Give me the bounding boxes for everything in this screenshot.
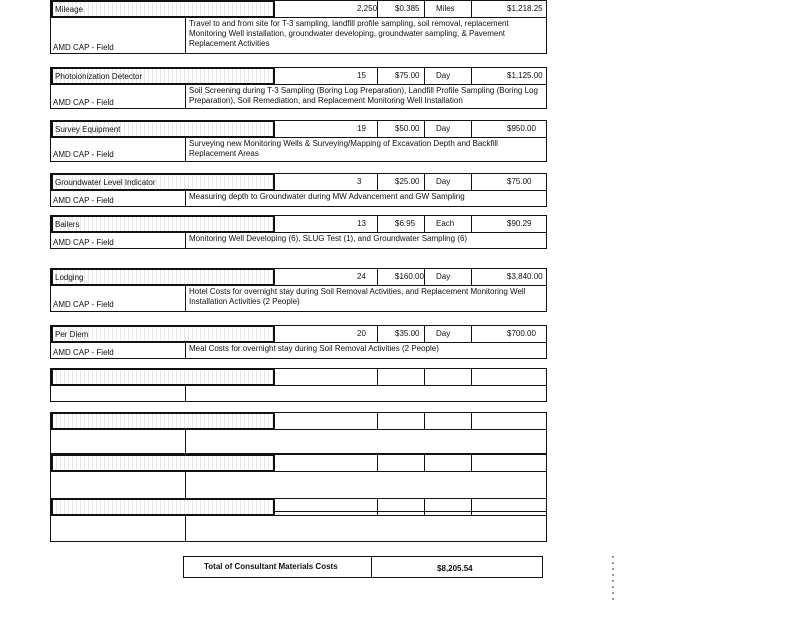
entry-rate-row (50, 215, 547, 233)
item-name: Mileage (55, 5, 84, 14)
total-row (183, 556, 543, 578)
col-divider (185, 18, 186, 53)
col-divider (424, 121, 425, 137)
item-total: $1,125.00 (507, 71, 543, 80)
col-divider (424, 413, 425, 429)
col-divider (471, 216, 472, 232)
item-name-box (51, 325, 275, 343)
item-unit: Miles (436, 4, 455, 13)
col-divider (377, 68, 378, 84)
col-divider (185, 191, 186, 206)
item-quantity: 20 (357, 329, 366, 338)
item-name: Photoionization Detector (55, 72, 143, 81)
cost-entry (50, 67, 547, 109)
total-divider (371, 557, 372, 577)
item-name-box (51, 120, 275, 138)
col-divider (424, 216, 425, 232)
entry-description-row (50, 233, 547, 249)
item-name-box (51, 268, 275, 286)
item-total: $1,218.25 (507, 4, 543, 13)
entry-description-row (50, 18, 547, 54)
col-divider (471, 1, 472, 17)
col-divider (185, 138, 186, 161)
item-rate: $0.385 (395, 4, 420, 13)
item-rate: $35.00 (395, 329, 420, 338)
col-divider (424, 369, 425, 385)
entry-description-row (50, 85, 547, 109)
col-divider (185, 85, 186, 108)
col-divider (377, 413, 378, 429)
cost-source: AMD CAP - Field (53, 98, 114, 107)
entry-description-row (50, 516, 547, 542)
col-divider (377, 499, 378, 515)
item-total: $950.00 (507, 124, 536, 133)
item-description: Measuring depth to Groundwater during MW Advancement and GW Sampling (189, 192, 465, 201)
item-name: Bailers (55, 220, 80, 229)
col-divider (185, 386, 186, 401)
item-name: Groundwater Level Indicator (55, 178, 156, 187)
entry-rate-row (50, 173, 547, 191)
cost-entry (50, 0, 547, 54)
col-divider (185, 430, 186, 453)
entry-rate-row (50, 325, 547, 343)
entry-rate-row (50, 120, 547, 138)
item-quantity: 24 (357, 272, 366, 281)
entry-description-row (50, 286, 547, 312)
item-description: Monitoring Well Developing (6), SLUG Test (1), and Groundwater Sampling (6) (189, 234, 468, 243)
cost-entry (50, 268, 547, 312)
col-divider (424, 499, 425, 515)
cost-entry (50, 325, 547, 359)
col-divider (377, 121, 378, 137)
item-rate: $160.00 (395, 272, 424, 281)
item-description: Surveying new Monitoring Wells & Surveying/Mapping of Excavation Depth and Backfill Replacement Areas (189, 139, 498, 158)
cost-entry (50, 120, 547, 162)
cost-source: AMD CAP - Field (53, 196, 114, 205)
col-divider (471, 326, 472, 342)
col-divider (471, 413, 472, 429)
col-divider (471, 68, 472, 84)
item-quantity: 2,250 (357, 4, 378, 13)
item-name-box (51, 412, 275, 430)
entry-description-row (50, 430, 547, 454)
item-name-box (51, 368, 275, 386)
item-rate: $25.00 (395, 177, 420, 186)
item-name-box (51, 0, 275, 18)
item-total: $3,840.00 (507, 272, 543, 281)
col-divider (471, 499, 472, 515)
item-total: $90.29 (507, 219, 532, 228)
col-divider (377, 216, 378, 232)
col-divider (471, 269, 472, 285)
item-unit: Each (436, 219, 455, 228)
cost-source: AMD CAP - Field (53, 150, 114, 159)
item-unit: Day (436, 329, 451, 338)
col-divider (377, 174, 378, 190)
entry-rate-row (50, 268, 547, 286)
col-divider (377, 369, 378, 385)
entry-rate-row (50, 0, 547, 18)
item-quantity: 15 (357, 71, 366, 80)
item-rate: $75.00 (395, 71, 420, 80)
item-total: $75.00 (507, 177, 532, 186)
item-quantity: 19 (357, 124, 366, 133)
entry-rate-row (50, 67, 547, 85)
total-value: $8,205.54 (437, 564, 473, 573)
total-label: Total of Consultant Materials Costs (204, 562, 338, 571)
item-name-box (51, 173, 275, 191)
item-name-box (51, 454, 275, 472)
col-divider (185, 233, 186, 248)
item-description: Travel to and from site for T-3 sampling, landfill profile sampling, soil removal, replacement Monitoring Well installation, groundwater developing, groundwater sampling, & Pavement Replacement Activities (189, 19, 509, 48)
entry-rate-row (50, 498, 547, 516)
item-name: Survey Equipment (55, 125, 121, 134)
col-divider (377, 1, 378, 17)
item-rate: $6.95 (395, 219, 416, 228)
entry-rate-row (50, 412, 547, 430)
col-divider (424, 326, 425, 342)
item-unit: Day (436, 124, 451, 133)
entry-description-row (50, 386, 547, 402)
item-total: $700.00 (507, 329, 536, 338)
item-name-box (51, 498, 275, 516)
col-divider (424, 1, 425, 17)
col-divider (185, 286, 186, 311)
col-divider (424, 455, 425, 471)
cost-source: AMD CAP - Field (53, 238, 114, 247)
col-divider (471, 369, 472, 385)
item-unit: Day (436, 177, 451, 186)
item-description: Soil Screening during T-3 Sampling (Boring Log Preparation), Landfill Profile Sampling (Boring Log Preparation), Soil Remediation, and Replacement Monitoring Well Installation (189, 86, 538, 105)
cost-source: AMD CAP - Field (53, 300, 114, 309)
item-name: Per Diem (55, 330, 89, 339)
cost-entry (50, 368, 547, 402)
col-divider (377, 455, 378, 471)
cost-source: AMD CAP - Field (53, 348, 114, 357)
col-divider (424, 174, 425, 190)
item-unit: Day (436, 272, 451, 281)
cost-entry (50, 412, 547, 454)
item-description: Meal Costs for overnight stay during Soil Removal Activities (2 People) (189, 344, 439, 353)
item-description: Hotel Costs for overnight stay during Soil Removal Activities, and Replacement Monitoring Well Installation Activities (2 People) (189, 287, 526, 306)
entry-description-row (50, 343, 547, 359)
margin-marks (612, 556, 614, 604)
item-unit: Day (436, 71, 451, 80)
entry-rate-row (50, 368, 547, 386)
entry-description-row (50, 138, 547, 162)
item-name-box (51, 215, 275, 233)
col-divider (424, 269, 425, 285)
col-divider (471, 121, 472, 137)
col-divider (471, 455, 472, 471)
item-name: Lodging (55, 273, 84, 282)
col-divider (185, 516, 186, 541)
item-rate: $50.00 (395, 124, 420, 133)
cost-entry (50, 173, 547, 207)
col-divider (377, 269, 378, 285)
col-divider (185, 343, 186, 358)
cost-source: AMD CAP - Field (53, 43, 114, 52)
entry-rate-row (50, 454, 547, 472)
col-divider (424, 68, 425, 84)
item-name-box (51, 67, 275, 85)
cost-entry (50, 215, 547, 249)
entry-description-row (50, 191, 547, 207)
item-quantity: 3 (357, 177, 362, 186)
col-divider (471, 174, 472, 190)
cost-entry (50, 498, 547, 542)
col-divider (377, 326, 378, 342)
item-quantity: 13 (357, 219, 366, 228)
